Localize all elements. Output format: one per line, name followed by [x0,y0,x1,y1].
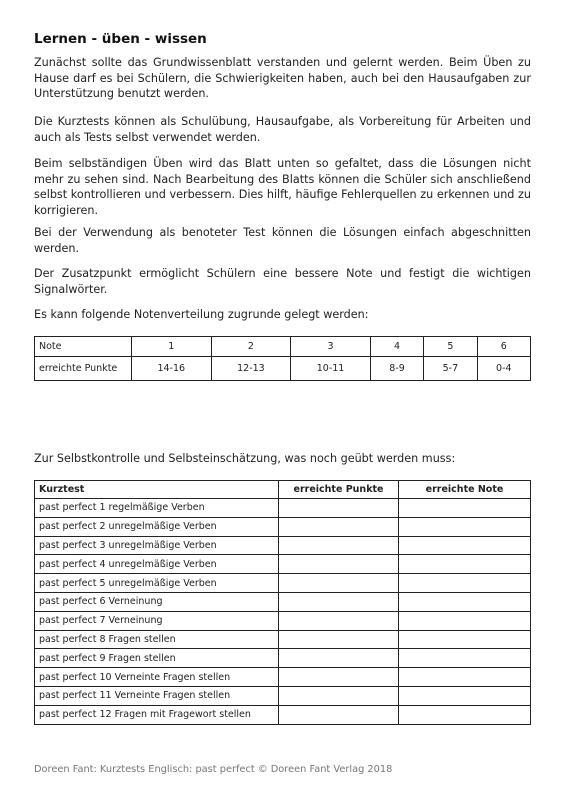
points-entry-cell[interactable] [279,611,399,630]
grade-cell: 5 [424,337,477,357]
grade-entry-cell[interactable] [399,499,531,518]
kurztest-name: past perfect 10 Verneinte Fragen stellen [35,668,279,687]
kurztest-name: past perfect 7 Verneinung [35,611,279,630]
grade-cell: 6 [477,337,530,357]
paragraph-graded-test: Bei der Verwendung als benoteter Test können die Lösungen einfach abgeschnitten werden. [34,226,531,255]
page-heading: Lernen - üben - wissen [34,31,207,47]
kurztest-name: past perfect 5 unregelmäßige Verben [35,574,279,593]
header-points: erreichte Punkte [279,481,399,499]
self-check-header-row [35,481,531,499]
self-check-body [35,499,531,725]
points-row-label: erreichte Punkte [35,357,132,381]
self-check-row [35,649,531,668]
grade-entry-cell[interactable] [399,592,531,611]
grade-entry-cell[interactable] [399,517,531,536]
self-check-table [34,480,531,725]
points-entry-cell[interactable] [279,686,399,705]
self-check-intro: Zur Selbstkontrolle und Selbsteinschätzung, was noch geübt werden muss: [34,452,456,465]
footer-copyright: Doreen Fant: Kurztests Englisch: past perfect © Doreen Fant Verlag 2018 [34,764,393,775]
self-check-row [35,611,531,630]
points-entry-cell[interactable] [279,630,399,649]
points-entry-cell[interactable] [279,592,399,611]
points-entry-cell[interactable] [279,705,399,724]
grade-entry-cell[interactable] [399,668,531,687]
points-entry-cell[interactable] [279,649,399,668]
points-cell: 5-7 [424,357,477,381]
grade-cell: 1 [132,337,212,357]
self-check-row [35,499,531,518]
grade-distribution-table [34,336,531,381]
grade-entry-cell[interactable] [399,649,531,668]
self-check-row [35,555,531,574]
points-cell: 12-13 [211,357,291,381]
paragraph-usage: Die Kurztests können als Schulübung, Hausaufgabe, als Vorbereitung für Arbeiten und auch als Tests selbst verwendet werden. [34,115,531,144]
points-entry-cell[interactable] [279,536,399,555]
kurztest-name: past perfect 9 Fragen stellen [35,649,279,668]
grade-cell: 2 [211,337,291,357]
points-entry-cell[interactable] [279,517,399,536]
self-check-row [35,705,531,724]
grade-entry-cell[interactable] [399,686,531,705]
points-row [35,357,531,381]
paragraph-self-practice: Beim selbständigen Üben wird das Blatt unten so gefaltet, dass die Lösungen nicht mehr zu sehen sind. Nach Bearbeitung des Blatts können die Schüler sich anschließend selbst kontrollieren und verbessern. Dies hilft, häufige Fehlerquellen zu erkennen und zu korrigieren. [34,157,531,217]
grade-entry-cell[interactable] [399,574,531,593]
grade-entry-cell[interactable] [399,611,531,630]
paragraph-bonus-point: Der Zusatzpunkt ermöglicht Schülern eine bessere Note und festigt die wichtigen Signalwörter. [34,267,531,296]
grade-entry-cell[interactable] [399,555,531,574]
header-grade: erreichte Note [399,481,531,499]
kurztest-name: past perfect 8 Fragen stellen [35,630,279,649]
grade-row-label: Note [35,337,132,357]
points-entry-cell[interactable] [279,555,399,574]
kurztest-name: past perfect 3 unregelmäßige Verben [35,536,279,555]
grade-cell: 3 [291,337,371,357]
grade-entry-cell[interactable] [399,630,531,649]
kurztest-name: past perfect 2 unregelmäßige Verben [35,517,279,536]
points-cell: 0-4 [477,357,530,381]
self-check-row [35,536,531,555]
grade-cell: 4 [370,337,423,357]
points-entry-cell[interactable] [279,574,399,593]
points-entry-cell[interactable] [279,668,399,687]
self-check-row [35,668,531,687]
points-cell: 14-16 [132,357,212,381]
self-check-row [35,517,531,536]
self-check-row [35,574,531,593]
kurztest-name: past perfect 11 Verneinte Fragen stellen [35,686,279,705]
paragraph-grade-distribution: Es kann folgende Notenverteilung zugrunde gelegt werden: [34,308,369,321]
header-kurztest: Kurztest [35,481,279,499]
paragraph-intro: Zunächst sollte das Grundwissenblatt verstanden und gelernt werden. Beim Üben zu Hause darf es bei Schülern, die Schwierigkeiten haben, auch bei den Hausaufgaben zur Unterstützung benutzt werden. [34,56,531,101]
kurztest-name: past perfect 12 Fragen mit Fragewort stellen [35,705,279,724]
self-check-row [35,686,531,705]
kurztest-name: past perfect 4 unregelmäßige Verben [35,555,279,574]
grade-row [35,337,531,357]
kurztest-name: past perfect 6 Verneinung [35,592,279,611]
self-check-row [35,630,531,649]
points-cell: 8-9 [370,357,423,381]
grade-entry-cell[interactable] [399,705,531,724]
self-check-row [35,592,531,611]
kurztest-name: past perfect 1 regelmäßige Verben [35,499,279,518]
points-entry-cell[interactable] [279,499,399,518]
grade-entry-cell[interactable] [399,536,531,555]
points-cell: 10-11 [291,357,371,381]
